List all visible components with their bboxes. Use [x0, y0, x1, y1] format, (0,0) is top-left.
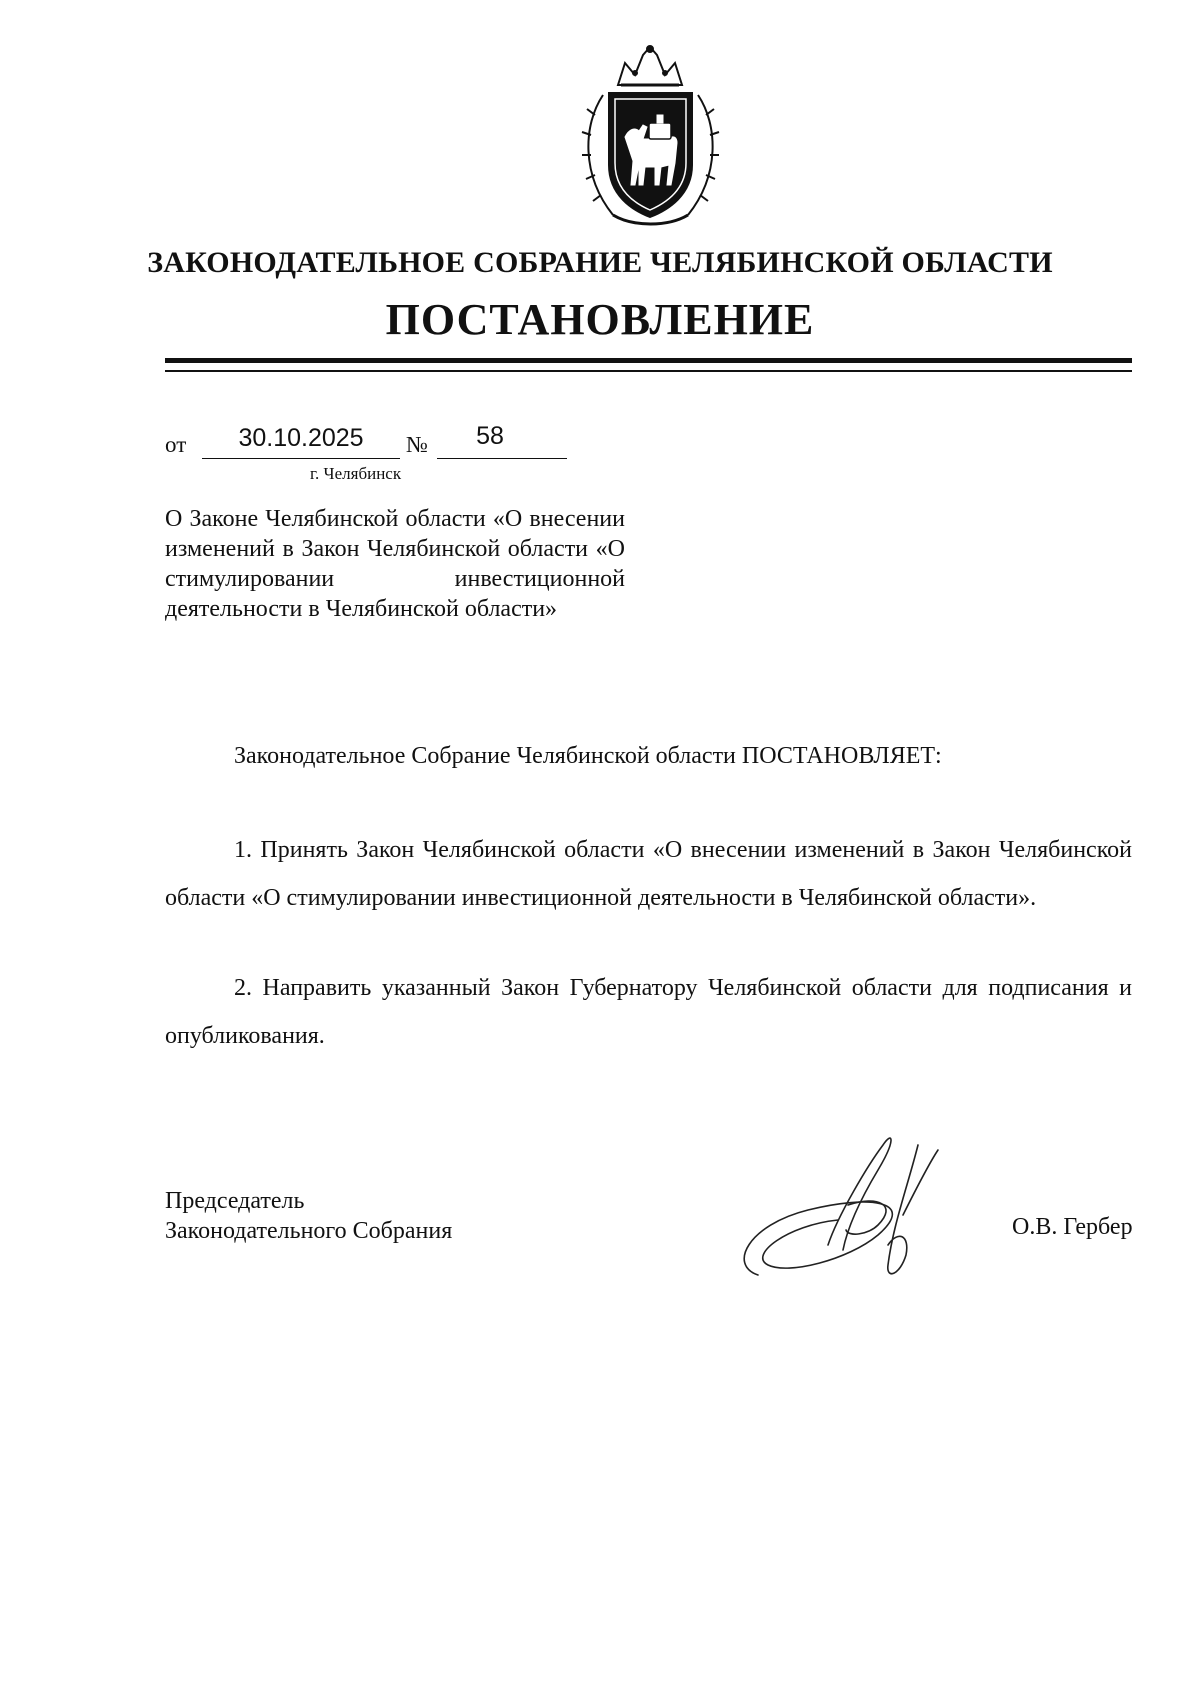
document-type-title: ПОСТАНОВЛЕНИЕ: [385, 295, 815, 344]
document-date: 30.10.2025: [238, 424, 364, 452]
signatory-position: [165, 1186, 452, 1246]
date-prefix: от: [165, 432, 187, 457]
signatory-position-line2: Законодательного Собрания: [165, 1218, 453, 1244]
document-number: 58: [476, 422, 504, 450]
header-rule-thick: [165, 358, 1132, 363]
resolution-item-1: 1. Принять Закон Челябинской области «О внесении изменений в Закон Челябинской области «О стимулировании инвестиционной деятельности в Челябинской области».: [165, 837, 1132, 911]
resolves-statement: Законодательное Собрание Челябинской области ПОСТАНОВЛЯЕТ:: [234, 743, 942, 769]
document-subject: О Законе Челябинской области «О внесении изменений в Закон Челябинской области «О стимулировании инвестиционной деятельности в Челябинской области»: [165, 506, 625, 622]
signatory-name: О.В. Гербер: [1012, 1214, 1133, 1240]
header-rule-thin: [165, 370, 1132, 372]
number-prefix: №: [406, 432, 428, 457]
city: г. Челябинск: [310, 464, 402, 483]
signatory-position-line1: Председатель: [165, 1188, 305, 1214]
chelyabinsk-coat-of-arms-icon: [573, 45, 728, 230]
number-underline: [437, 458, 567, 459]
handwritten-signature-icon: [728, 1125, 993, 1290]
organization-title: ЗАКОНОДАТЕЛЬНОЕ СОБРАНИЕ ЧЕЛЯБИНСКОЙ ОБЛАСТИ: [147, 246, 1053, 279]
date-underline: [202, 458, 400, 459]
resolution-item-2: 2. Направить указанный Закон Губернатору Челябинской области для подписания и опубликования.: [165, 975, 1132, 1049]
